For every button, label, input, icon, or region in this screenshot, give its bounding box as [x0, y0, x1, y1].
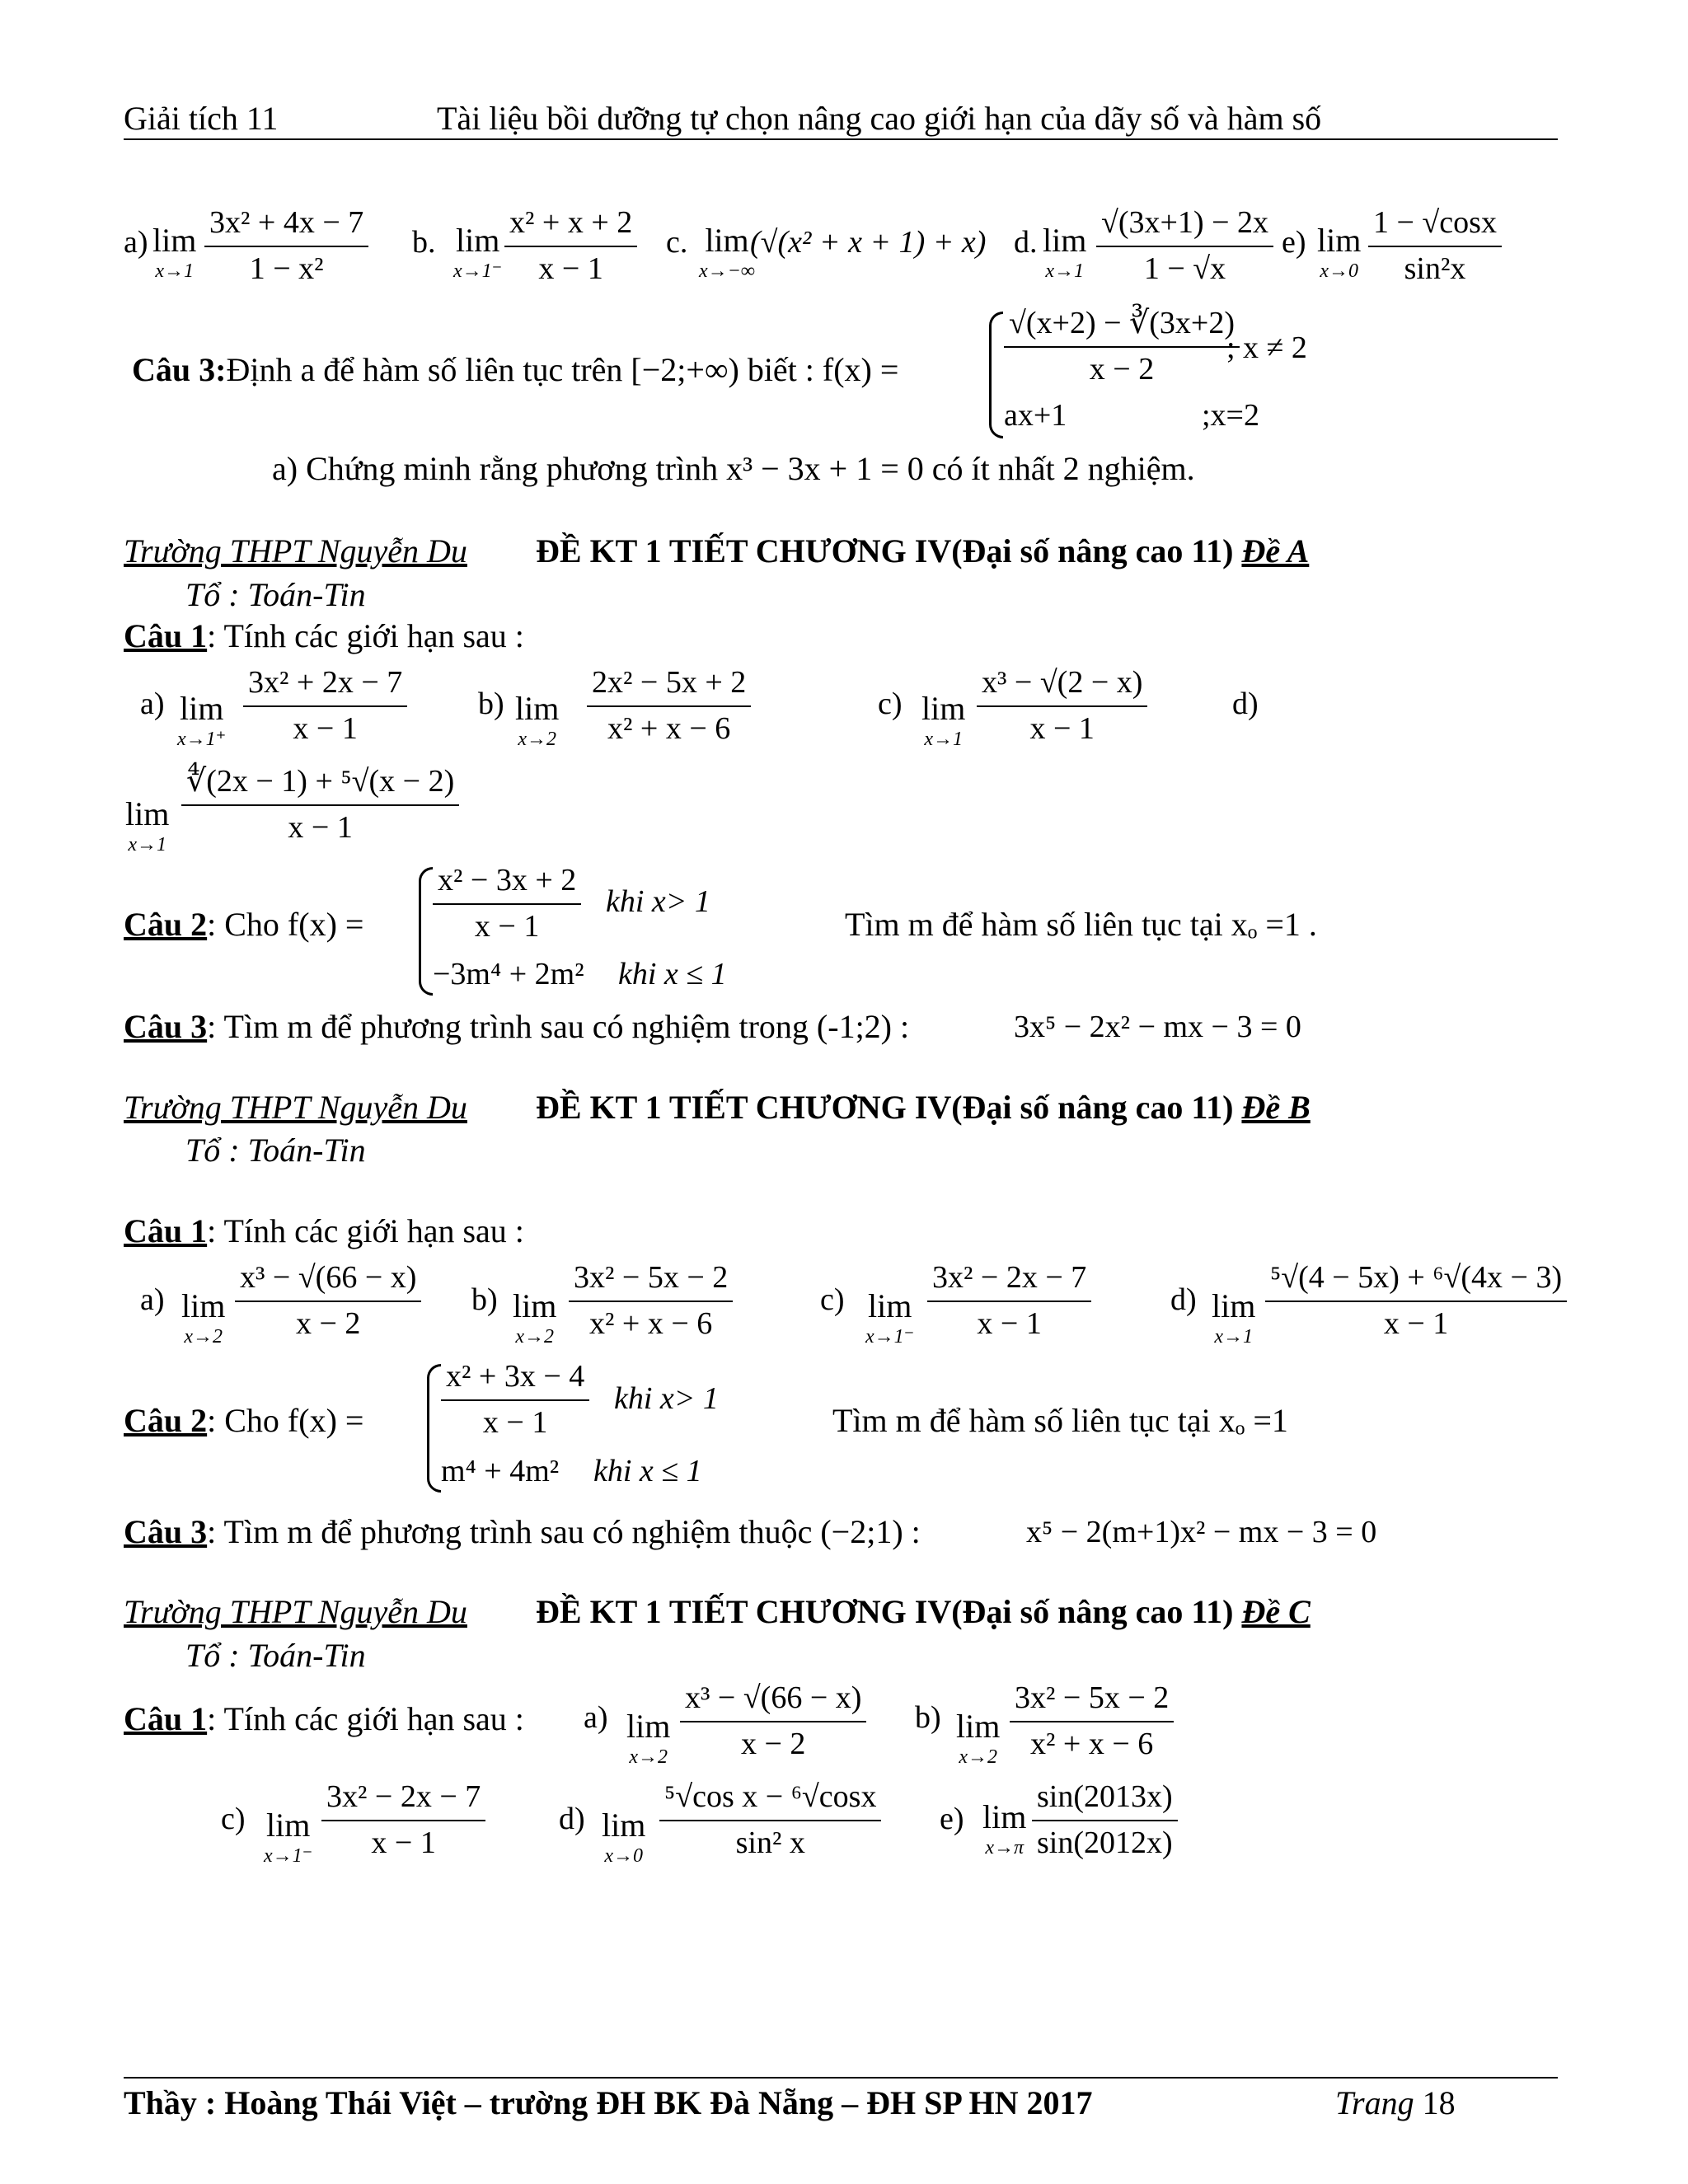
deB-d-label: d) — [1170, 1282, 1197, 1317]
deA-a-lim: lim x→1⁺ — [177, 690, 227, 750]
deB-a-lim: lim x→2 — [181, 1287, 226, 1347]
deC-a-label: a) — [584, 1700, 608, 1735]
cau3-top-text: Câu 3:Định a để hàm số liên tục trên [−2;+∞) biết : f(x) = — [132, 351, 899, 388]
deC-e-fraction: $\frac{\sin(2013x)}{\sin(2012x)}$ — [1032, 1780, 1178, 1861]
deA-cau3: Câu 3: Tìm m để phương trình sau có nghiệm trong (-1;2) : — [124, 1008, 910, 1045]
deA-d-label: d) — [1232, 687, 1259, 721]
ex-e-fraction: $\frac{1 - √\cos x}{\text{sin²x}}$ — [1368, 206, 1502, 287]
deB-b-lim: lim x→2 — [513, 1287, 557, 1347]
ex-d-fraction: $\frac{√(3x+1) - 2x}{1 - √x}$ — [1096, 206, 1273, 287]
deC-c-fraction: $\frac{\text{3x² − 2x − 7}}{x - 1}$ — [321, 1780, 485, 1861]
deC-c-label: c) — [221, 1802, 246, 1836]
deB-cau2-task: Tìm m để hàm số liên tục tại xₒ =1 — [832, 1402, 1288, 1439]
deB-brace — [427, 1364, 441, 1493]
deB-cau2-cond2: khi x ≤ 1 — [593, 1454, 702, 1488]
deA-b-lim: lim x→2 — [515, 690, 560, 750]
deC-b-lim: lim x→2 — [956, 1708, 1001, 1768]
deB-c-lim: lim x→1⁻ — [865, 1287, 915, 1347]
deB-d-fraction: $\frac{\text{⁵√(4 − 5x) + ⁶√(4x − 3)}}{x - 1}$ — [1265, 1261, 1567, 1342]
deC-d-lim: lim x→0 — [602, 1807, 646, 1867]
deC-d-label: d) — [559, 1802, 585, 1836]
cau3-piece1-fraction: $\frac{√(x+2) - ∛(3x+2)}{x - 2}$ — [1004, 307, 1240, 387]
deB-cau3-equation: x⁵ − 2(m+1)x² − mx − 3 = 0 — [1026, 1515, 1377, 1549]
deB-exam-title: ĐỀ KT 1 TIẾT CHƯƠNG IV(Đại số nâng cao 11) Đề B — [536, 1089, 1311, 1126]
ex-e-label: e) — [1282, 225, 1306, 260]
deC-a-fraction: $\frac{\text{x³ − √(66 − x)}}{x - 2}$ — [680, 1681, 866, 1762]
deA-c-lim: lim x→1 — [921, 690, 966, 750]
cau3-item-a: a) Chứng minh rằng phương trình x³ − 3x + 1 = 0 có ít nhất 2 nghiệm. — [272, 450, 1195, 487]
deC-e-label: e) — [940, 1802, 964, 1836]
deA-cau2: Câu 2: Cho f(x) = — [124, 906, 364, 943]
deB-d-lim: lim x→1 — [1212, 1287, 1256, 1347]
cau3-piece2-expr: ax+1 — [1004, 398, 1067, 433]
ex-a-lim: lim x→1 — [152, 222, 197, 282]
header-rule — [124, 138, 1558, 140]
deC-e-lim: lim x→π — [982, 1798, 1027, 1858]
deA-cau2-cond1: khi x> 1 — [606, 884, 710, 919]
deA-b-fraction: $\frac{\text{2x² − 5x + 2}}{\text{x² + x − 6}}$ — [587, 666, 751, 747]
ex-c-lim: lim x→−∞ — [699, 222, 755, 282]
deB-cau2: Câu 2: Cho f(x) = — [124, 1402, 364, 1439]
deB-a-fraction: $\frac{\text{x³ − √(66 − x)}}{x - 2}$ — [235, 1261, 421, 1342]
deB-c-fraction: $\frac{\text{3x² − 2x − 7}}{x - 1}$ — [927, 1261, 1091, 1342]
deA-school: Trường THPT Nguyễn Du — [124, 532, 467, 569]
deB-cau2-piece2: m⁴ + 4m² — [441, 1454, 560, 1488]
deC-d-fraction: $\frac{\text{⁵√cos x − ⁶√cosx}}{\text{sin² x}}$ — [659, 1780, 881, 1861]
deA-cau2-piece1: $\frac{\text{x² − 3x + 2}}{x - 1}$ — [433, 864, 581, 944]
deC-b-fraction: $\frac{\text{3x² − 5x − 2}}{\text{x² + x − 6}}$ — [1010, 1681, 1174, 1762]
deA-cau2-task: Tìm m để hàm số liên tục tại xₒ =1 . — [845, 906, 1317, 943]
deA-d-fraction: $\frac{\text{∜(2x − 1) + ⁵√(x − 2)}}{x - 1}$ — [181, 765, 459, 846]
deA-group: Tổ : Toán-Tin — [185, 576, 366, 613]
deB-b-fraction: $\frac{\text{3x² − 5x − 2}}{\text{x² + x − 6}}$ — [569, 1261, 733, 1342]
deB-cau2-piece1: $\frac{\text{x² + 3x − 4}}{x - 1}$ — [441, 1360, 589, 1441]
deB-b-label: b) — [471, 1282, 498, 1317]
cau3-piece2-cond: ;x=2 — [1202, 398, 1259, 433]
ex-a-label: a) — [124, 225, 148, 260]
deA-a-fraction: $\frac{\text{3x² + 2x − 7}}{x - 1}$ — [243, 666, 407, 747]
deC-group: Tổ : Toán-Tin — [185, 1637, 366, 1674]
deA-c-label: c) — [878, 687, 903, 721]
deA-a-label: a) — [140, 687, 165, 721]
deA-d-lim: lim x→1 — [125, 795, 170, 855]
deA-brace — [419, 867, 433, 996]
ex-b-fraction: $\frac{\text{x² + x + 2}}{x - 1}$ — [504, 206, 637, 287]
deC-b-label: b) — [915, 1700, 941, 1735]
deC-school: Trường THPT Nguyễn Du — [124, 1593, 467, 1630]
deA-cau2-cond2: khi x ≤ 1 — [618, 957, 727, 991]
deA-cau2-piece2: −3m⁴ + 2m² — [433, 957, 584, 991]
footer-author: Thầy : Hoàng Thái Việt – trường ĐH BK Đà Nẵng – ĐH SP HN 2017 — [124, 2084, 1093, 2121]
ex-b-lim: lim x→1⁻ — [453, 222, 503, 282]
ex-c-expression: (√(x² + x + 1) + x) — [750, 225, 987, 260]
deA-b-label: b) — [478, 687, 504, 721]
deC-a-lim: lim x→2 — [626, 1708, 671, 1768]
header-left: Giải tích 11 — [124, 100, 279, 137]
cau3-piece1-cond: ; x ≠ 2 — [1226, 330, 1307, 365]
ex-b-label: b. — [412, 225, 436, 260]
deC-exam-title: ĐỀ KT 1 TIẾT CHƯƠNG IV(Đại số nâng cao 11) Đề C — [536, 1593, 1311, 1630]
footer-page: Trang 18 — [1335, 2084, 1456, 2121]
ex-a-fraction: $\frac{\text{3x² + 4x − 7}}{\text{1 − x²}}$ — [204, 206, 368, 287]
header-title: Tài liệu bồi dưỡng tự chọn nâng cao giới hạn của dãy số và hàm số — [437, 100, 1322, 137]
deB-cau2-cond1: khi x> 1 — [614, 1381, 719, 1416]
ex-e-lim: lim x→0 — [1317, 222, 1362, 282]
footer-rule — [124, 2077, 1558, 2079]
deB-group: Tổ : Toán-Tin — [185, 1132, 366, 1169]
deB-cau3: Câu 3: Tìm m để phương trình sau có nghiệm thuộc (−2;1) : — [124, 1513, 921, 1550]
deB-a-label: a) — [140, 1282, 165, 1317]
deC-c-lim: lim x→1⁻ — [264, 1807, 313, 1867]
deB-cau1: Câu 1: Tính các giới hạn sau : — [124, 1212, 524, 1249]
piecewise-brace — [989, 312, 1003, 438]
deB-c-label: c) — [820, 1282, 845, 1317]
ex-d-label: d. — [1014, 225, 1038, 260]
deA-cau1: Câu 1: Tính các giới hạn sau : — [124, 617, 524, 654]
ex-c-label: c. — [666, 225, 688, 260]
deB-school: Trường THPT Nguyễn Du — [124, 1089, 467, 1126]
ex-d-lim: lim x→1 — [1043, 222, 1087, 282]
deA-cau3-equation: 3x⁵ − 2x² − mx − 3 = 0 — [1014, 1010, 1301, 1044]
deC-cau1: Câu 1: Tính các giới hạn sau : — [124, 1700, 524, 1737]
deA-exam-title: ĐỀ KT 1 TIẾT CHƯƠNG IV(Đại số nâng cao 11) Đề A — [536, 532, 1310, 569]
deA-c-fraction: $\frac{\text{x³ − √(2 − x)}}{x - 1}$ — [977, 666, 1147, 747]
